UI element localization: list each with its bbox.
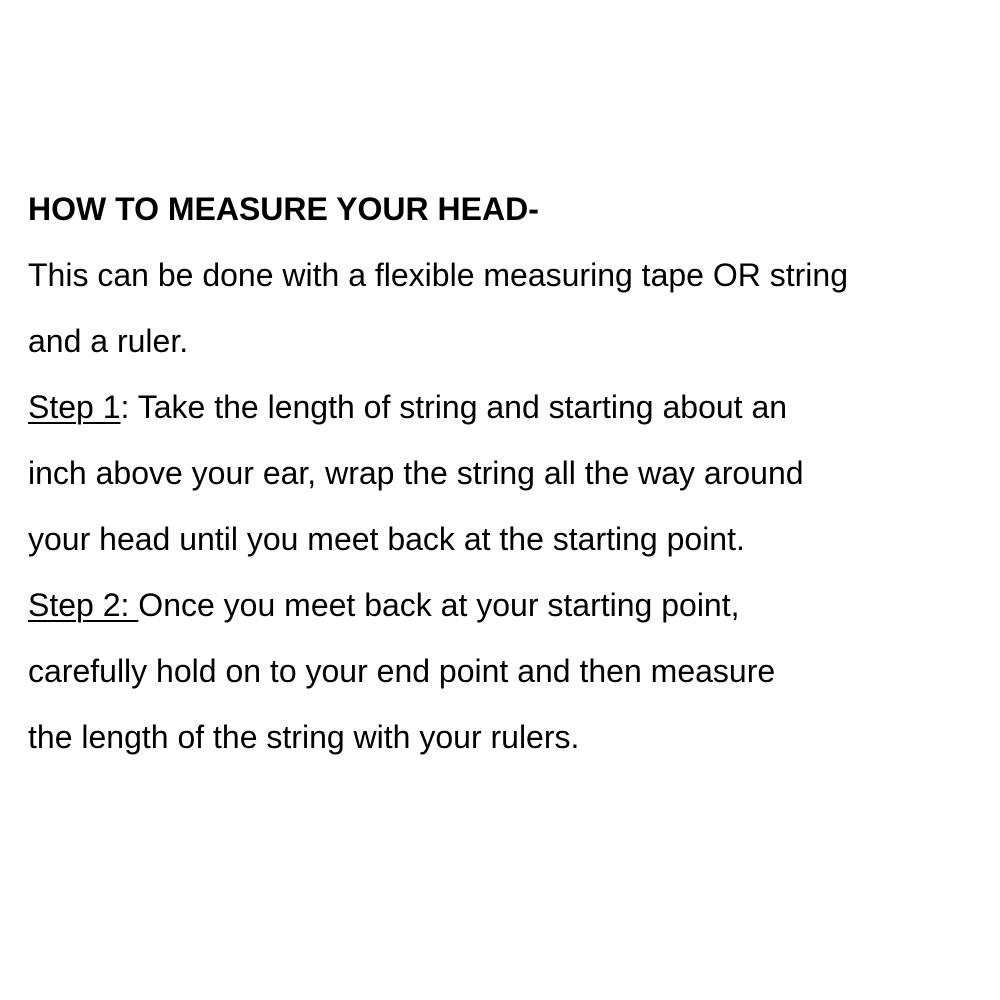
step-1-colon: :	[120, 389, 130, 425]
step-2-line: carefully hold on to your end point and then measure	[28, 653, 776, 689]
step-1-line: inch above your ear, wrap the string all the way around	[28, 455, 804, 491]
document-title: HOW TO MEASURE YOUR HEAD-	[28, 191, 539, 227]
step-1-line: your head until you meet back at the starting point.	[28, 521, 745, 557]
step-1-line	[28, 374, 993, 440]
instructions-document	[28, 176, 993, 770]
intro-line: and a ruler.	[28, 323, 189, 359]
step-2-line	[28, 572, 993, 638]
step-2-line: the length of the string with your rulers.	[28, 719, 580, 755]
intro-line: This can be done with a flexible measuring tape OR string	[28, 257, 848, 293]
step-2-label: Step 2:	[28, 587, 139, 623]
step-2-text: Once you meet back at your starting point,	[138, 587, 740, 623]
step-1-text: Take the length of string and starting about an	[129, 389, 788, 425]
step-1-label: Step 1	[28, 389, 121, 425]
